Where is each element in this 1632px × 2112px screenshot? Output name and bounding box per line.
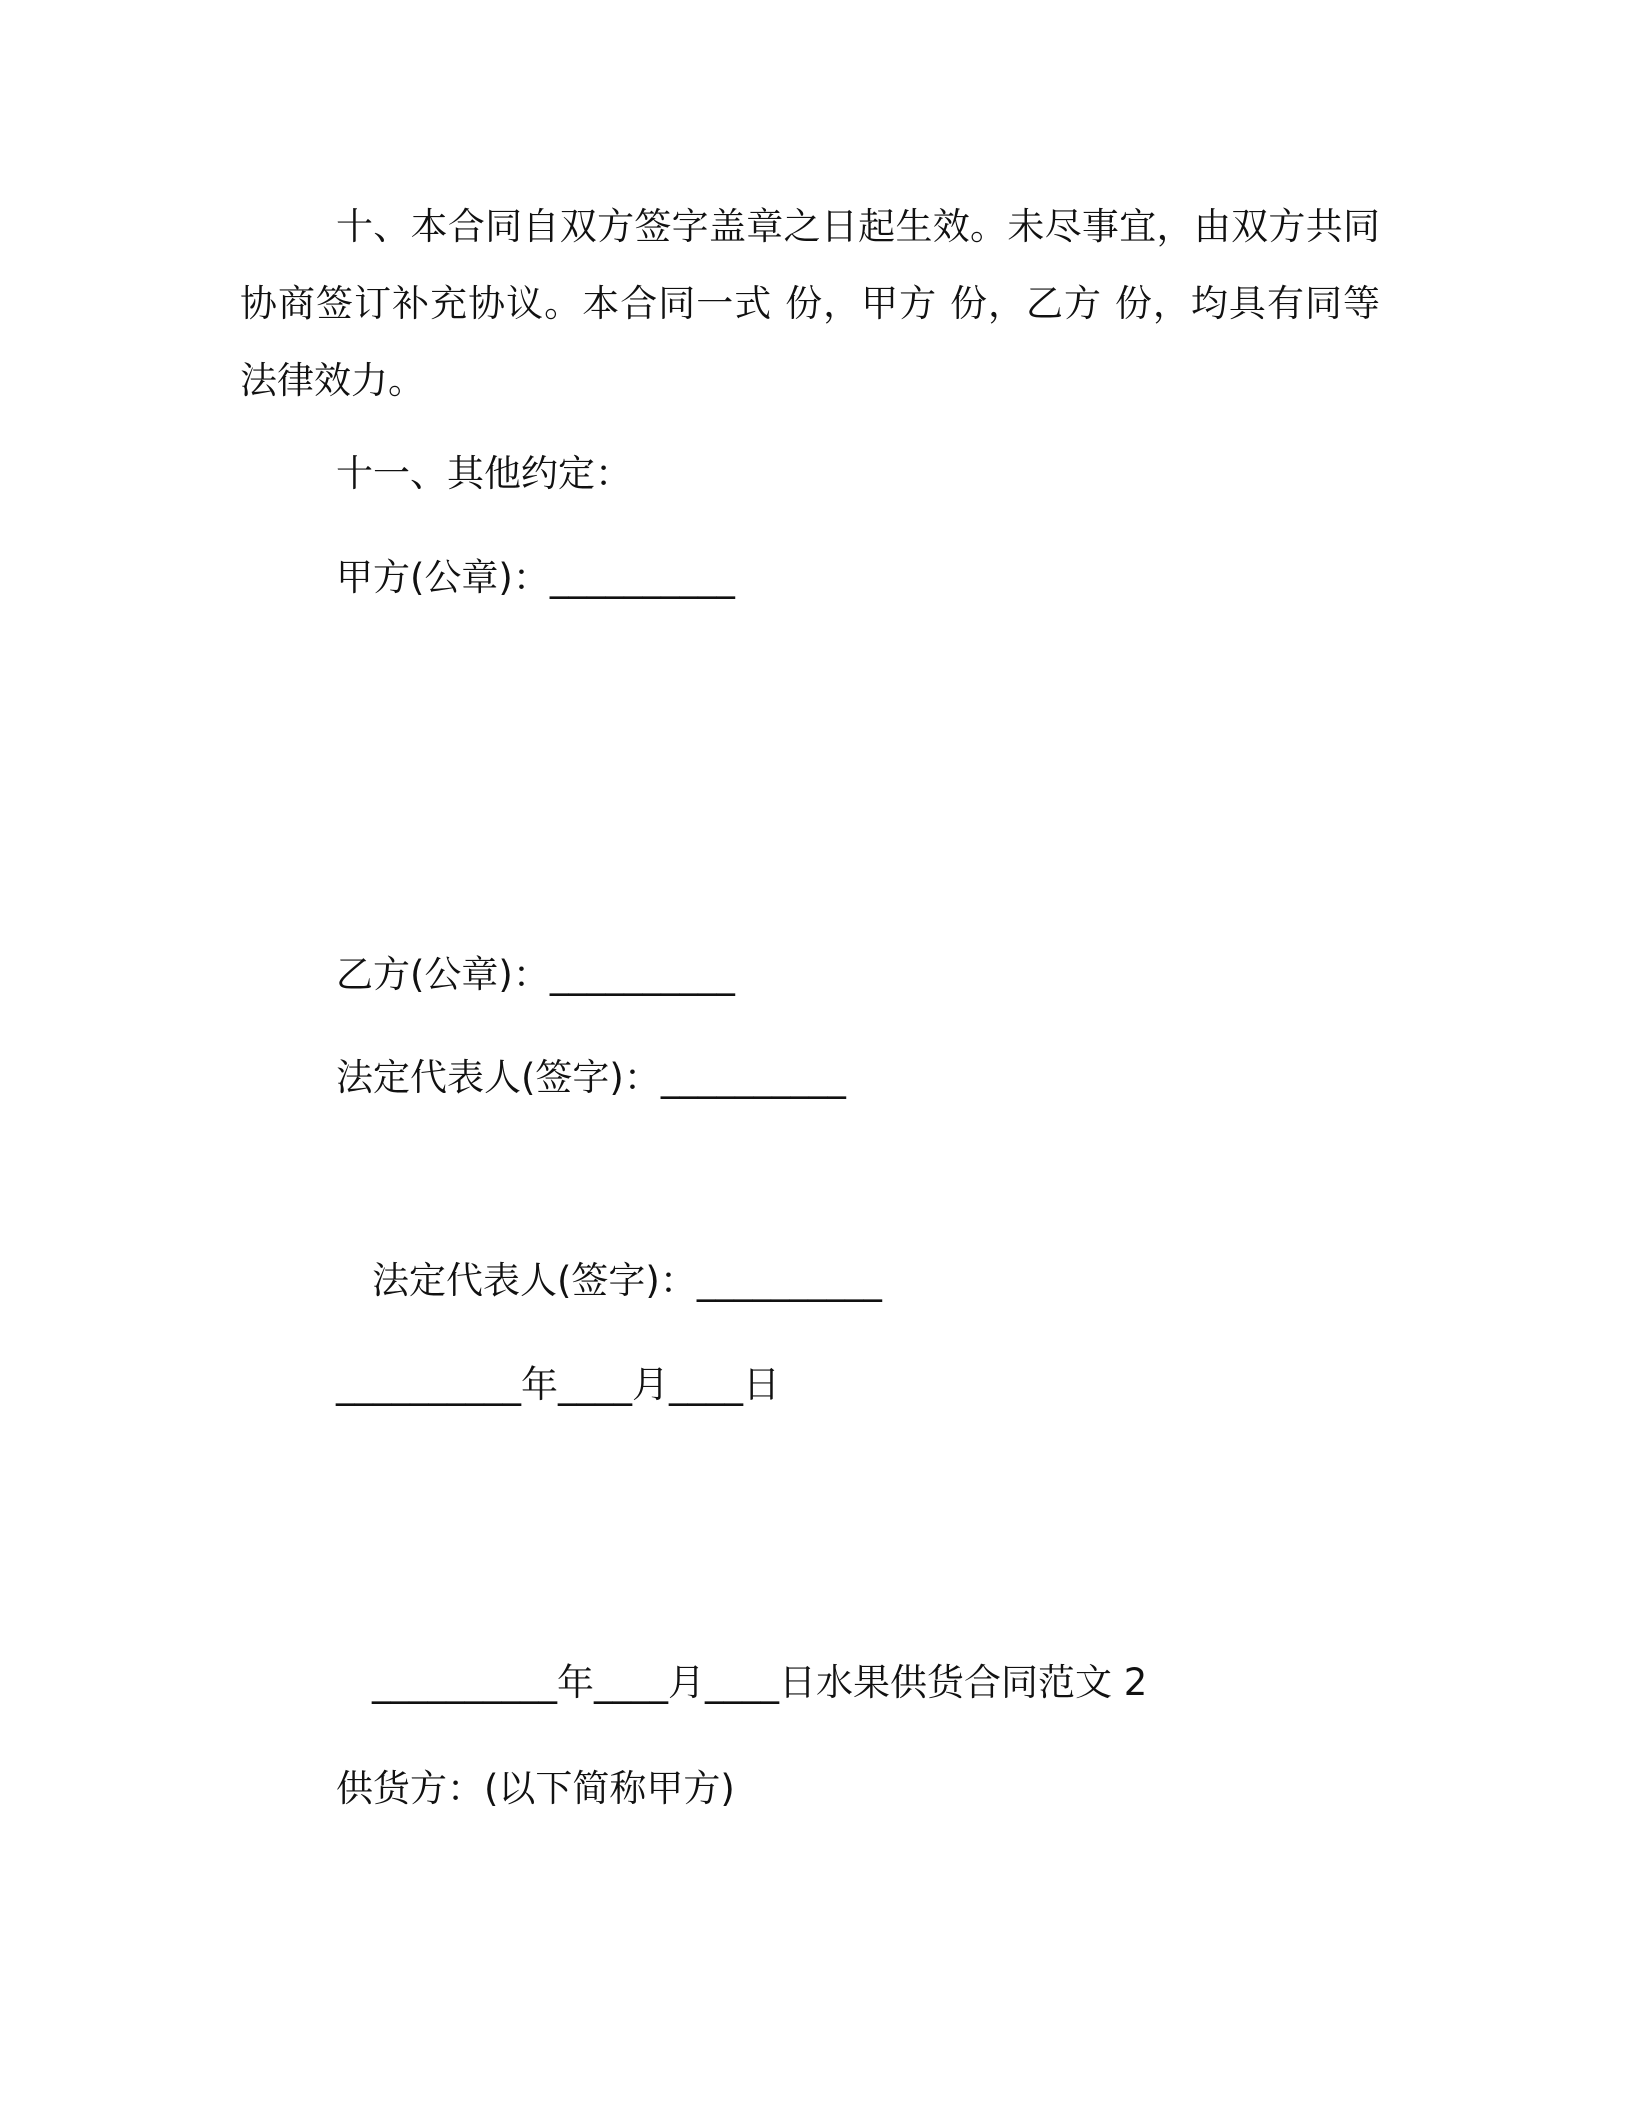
party-a-seal-line: 甲方(公章)：__________: [336, 556, 735, 599]
clause-10-paragraph: 十、本合同自双方签字盖章之日起生效。未尽事宜，由双方共同协商签订补充协议。本合同一式 份，甲方 份，乙方 份，均具有同等法律效力。: [240, 205, 1380, 402]
date-line: __________年____月____日: [336, 1363, 780, 1406]
clause-11-heading: 十一、其他约定：: [336, 452, 632, 495]
legal-representative-signature-line: 法定代表人(签字)：__________: [336, 1056, 846, 1099]
legal-representative-signature-line-2: 法定代表人(签字)：__________: [372, 1259, 882, 1302]
supplier-line: 供货方：(以下简称甲方): [336, 1767, 735, 1810]
next-contract-title-line: __________年____月____日水果供货合同范文 2: [372, 1661, 1148, 1704]
party-b-seal-line: 乙方(公章)：__________: [336, 953, 735, 996]
